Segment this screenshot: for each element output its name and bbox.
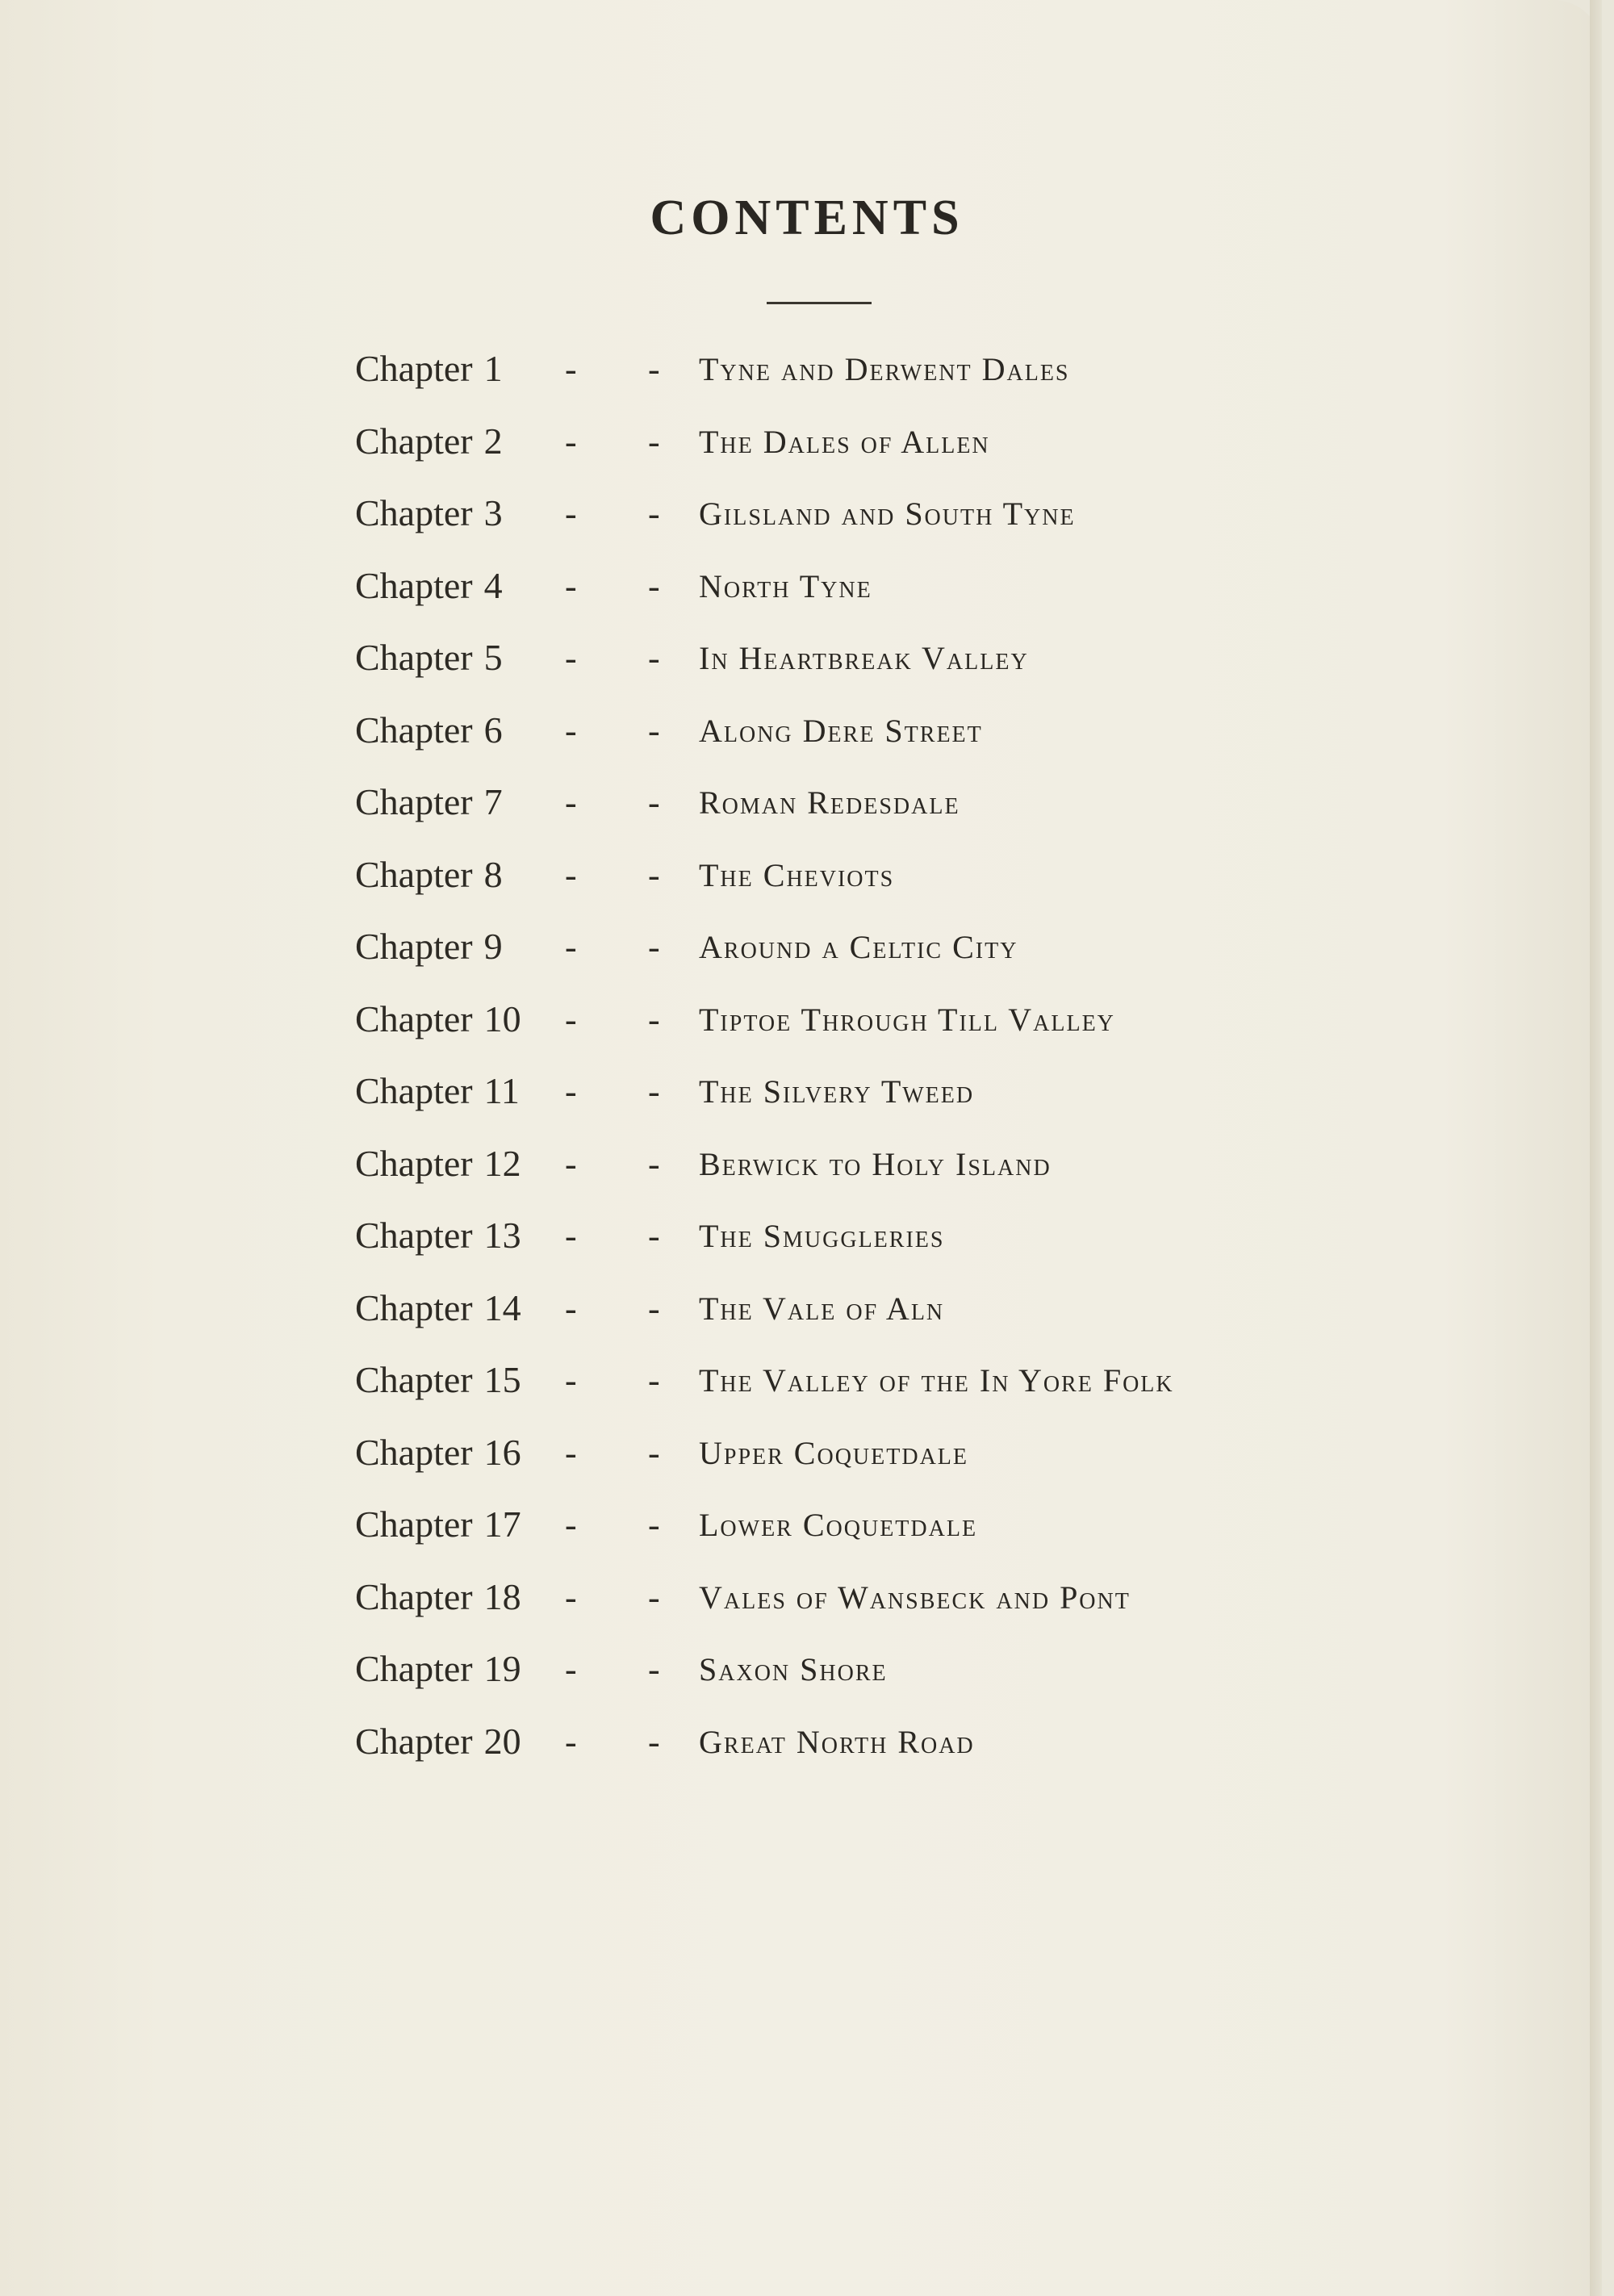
chapter-number: 15 bbox=[483, 1359, 521, 1400]
chapter-label bbox=[355, 1214, 541, 1257]
leader-dash: - bbox=[648, 1288, 660, 1328]
leader-dash: - bbox=[648, 1432, 660, 1473]
leader-dash: - bbox=[648, 855, 660, 895]
chapter-word: Chapter bbox=[355, 1359, 473, 1400]
leader-dash: - bbox=[648, 999, 660, 1039]
leader-dash: - bbox=[565, 783, 577, 822]
chapter-label bbox=[355, 1431, 541, 1474]
table-of-contents bbox=[0, 339, 1614, 1784]
toc-entry bbox=[0, 483, 1614, 556]
chapter-number: 12 bbox=[483, 1142, 521, 1184]
chapter-number: 6 bbox=[483, 709, 503, 751]
chapter-number: 20 bbox=[483, 1720, 521, 1762]
leader-dash: - bbox=[648, 1650, 660, 1689]
chapter-word: Chapter bbox=[355, 348, 473, 389]
chapter-number: 18 bbox=[483, 1575, 521, 1617]
toc-entry bbox=[0, 1712, 1614, 1784]
toc-entry bbox=[0, 1278, 1614, 1351]
toc-entry bbox=[0, 1134, 1614, 1207]
chapter-number: 1 bbox=[483, 348, 503, 389]
leader-dash: - bbox=[565, 1432, 577, 1473]
leader-dash: - bbox=[565, 855, 577, 895]
chapter-word: Chapter bbox=[355, 709, 473, 751]
chapter-word: Chapter bbox=[355, 1142, 473, 1184]
toc-entry bbox=[0, 701, 1614, 773]
chapter-word: Chapter bbox=[355, 1215, 473, 1256]
chapter-title: North Tyne bbox=[699, 567, 872, 604]
toc-entry bbox=[0, 1639, 1614, 1712]
leader-dash: - bbox=[565, 1650, 577, 1689]
chapter-title: Lower Coquetdale bbox=[699, 1507, 978, 1543]
chapter-title: Berwick to Holy Island bbox=[699, 1145, 1052, 1182]
chapter-word: Chapter bbox=[355, 420, 473, 462]
chapter-label bbox=[355, 1142, 541, 1185]
chapter-word: Chapter bbox=[355, 1431, 473, 1473]
chapter-number: 13 bbox=[483, 1215, 521, 1256]
leader-dash: - bbox=[648, 421, 660, 462]
leader-dash: - bbox=[648, 1072, 660, 1111]
chapter-label bbox=[355, 491, 541, 534]
chapter-title: In Heartbreak Valley bbox=[699, 640, 1029, 676]
chapter-number: 8 bbox=[483, 853, 503, 895]
chapter-number: 16 bbox=[483, 1431, 521, 1473]
chapter-word: Chapter bbox=[355, 1503, 473, 1545]
chapter-number: 3 bbox=[483, 492, 503, 533]
chapter-word: Chapter bbox=[355, 1720, 473, 1762]
chapter-label bbox=[355, 1575, 541, 1618]
chapter-title: The Valley of the In Yore Folk bbox=[699, 1362, 1174, 1399]
leader-dash: - bbox=[648, 1505, 660, 1545]
toc-entry bbox=[0, 1061, 1614, 1134]
chapter-label bbox=[355, 1358, 541, 1401]
leader-dash: - bbox=[565, 349, 577, 389]
chapter-title: The Dales of Allen bbox=[699, 423, 990, 460]
chapter-word: Chapter bbox=[355, 1070, 473, 1111]
leader-dash: - bbox=[648, 566, 660, 606]
chapter-word: Chapter bbox=[355, 564, 473, 606]
leader-dash: - bbox=[565, 566, 577, 606]
leader-dash: - bbox=[648, 710, 660, 751]
leader-dash: - bbox=[648, 927, 660, 967]
chapter-label bbox=[355, 420, 541, 462]
chapter-title: Along Dere Street bbox=[699, 712, 983, 749]
leader-dash: - bbox=[565, 1288, 577, 1328]
chapter-label bbox=[355, 853, 541, 896]
leader-dash: - bbox=[565, 710, 577, 751]
chapter-label bbox=[355, 1069, 541, 1112]
chapter-number: 19 bbox=[483, 1648, 521, 1689]
leader-dash: - bbox=[565, 638, 577, 678]
leader-dash: - bbox=[565, 1577, 577, 1617]
leader-dash: - bbox=[648, 1577, 660, 1617]
chapter-word: Chapter bbox=[355, 997, 473, 1039]
leader-dash: - bbox=[565, 1072, 577, 1111]
chapter-title: Gilsland and South Tyne bbox=[699, 496, 1076, 532]
chapter-label bbox=[355, 1286, 541, 1329]
chapter-title: The Silvery Tweed bbox=[699, 1073, 975, 1110]
toc-entry bbox=[0, 339, 1614, 412]
leader-dash: - bbox=[648, 1144, 660, 1184]
chapter-title: Upper Coquetdale bbox=[699, 1434, 969, 1471]
chapter-number: 10 bbox=[483, 997, 521, 1039]
chapter-number: 9 bbox=[483, 926, 503, 967]
chapter-word: Chapter bbox=[355, 637, 473, 678]
chapter-label bbox=[355, 709, 541, 751]
toc-entry bbox=[0, 917, 1614, 989]
chapter-word: Chapter bbox=[355, 781, 473, 822]
leader-dash: - bbox=[565, 421, 577, 462]
chapter-title: Roman Redesdale bbox=[699, 784, 960, 821]
chapter-title: Tyne and Derwent Dales bbox=[699, 351, 1070, 387]
chapter-title: The Cheviots bbox=[699, 856, 895, 893]
leader-dash: - bbox=[648, 783, 660, 822]
leader-dash: - bbox=[565, 1216, 577, 1256]
leader-dash: - bbox=[648, 349, 660, 389]
chapter-number: 17 bbox=[483, 1503, 521, 1545]
leader-dash: - bbox=[648, 638, 660, 678]
chapter-title: Tiptoe Through Till Valley bbox=[699, 1001, 1115, 1038]
chapter-word: Chapter bbox=[355, 853, 473, 895]
chapter-title: Great North Road bbox=[699, 1723, 975, 1760]
leader-dash: - bbox=[565, 999, 577, 1039]
leader-dash: - bbox=[648, 1721, 660, 1762]
leader-dash: - bbox=[648, 1216, 660, 1256]
chapter-title: The Vale of Aln bbox=[699, 1290, 945, 1327]
chapter-title: Around a Celtic City bbox=[699, 929, 1018, 965]
toc-entry bbox=[0, 1567, 1614, 1640]
chapter-title: The Smuggleries bbox=[699, 1218, 945, 1254]
chapter-label bbox=[355, 997, 541, 1040]
chapter-number: 14 bbox=[483, 1286, 521, 1328]
toc-entry bbox=[0, 628, 1614, 701]
toc-entry bbox=[0, 1495, 1614, 1567]
toc-entry bbox=[0, 1350, 1614, 1423]
chapter-word: Chapter bbox=[355, 926, 473, 967]
chapter-label bbox=[355, 1720, 541, 1763]
chapter-label bbox=[355, 1503, 541, 1545]
toc-entry bbox=[0, 556, 1614, 629]
chapter-label bbox=[355, 347, 541, 390]
leader-dash: - bbox=[565, 1505, 577, 1545]
toc-entry bbox=[0, 1206, 1614, 1278]
page-title: CONTENTS bbox=[650, 190, 964, 245]
chapter-word: Chapter bbox=[355, 1286, 473, 1328]
toc-entry bbox=[0, 1423, 1614, 1495]
chapter-title: Vales of Wansbeck and Pont bbox=[699, 1579, 1131, 1616]
chapter-number: 5 bbox=[483, 637, 503, 678]
chapter-label bbox=[355, 636, 541, 679]
chapter-label bbox=[355, 780, 541, 823]
leader-dash: - bbox=[648, 494, 660, 533]
chapter-label bbox=[355, 925, 541, 968]
chapter-label bbox=[355, 564, 541, 607]
chapter-word: Chapter bbox=[355, 492, 473, 533]
leader-dash: - bbox=[648, 1361, 660, 1400]
leader-dash: - bbox=[565, 494, 577, 533]
chapter-title: Saxon Shore bbox=[699, 1651, 888, 1687]
chapter-number: 7 bbox=[483, 781, 503, 822]
chapter-word: Chapter bbox=[355, 1648, 473, 1689]
chapter-number: 2 bbox=[483, 420, 503, 462]
chapter-number: 11 bbox=[483, 1070, 520, 1111]
chapter-number: 4 bbox=[483, 564, 503, 606]
toc-entry bbox=[0, 989, 1614, 1062]
chapter-label bbox=[355, 1647, 541, 1690]
title-rule bbox=[767, 302, 872, 304]
leader-dash: - bbox=[565, 1361, 577, 1400]
leader-dash: - bbox=[565, 927, 577, 967]
chapter-word: Chapter bbox=[355, 1575, 473, 1617]
leader-dash: - bbox=[565, 1721, 577, 1762]
toc-entry bbox=[0, 845, 1614, 918]
toc-entry bbox=[0, 412, 1614, 484]
leader-dash: - bbox=[565, 1144, 577, 1184]
toc-entry bbox=[0, 772, 1614, 845]
